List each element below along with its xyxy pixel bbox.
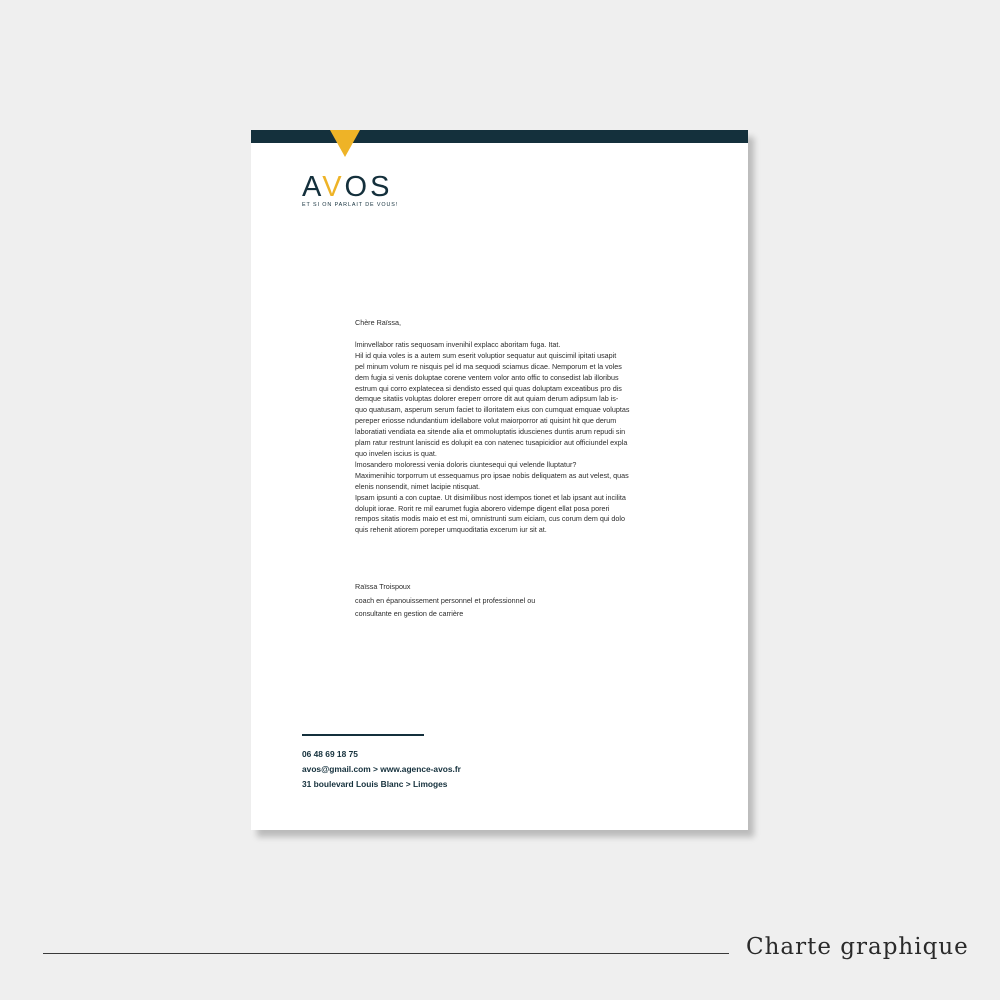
- signature-name: Raïssa Troispoux: [355, 582, 411, 591]
- letter-line: rempos sitatis modis maio et est mi, omnistrunti sum eiciam, cus corum dem qui dolo: [355, 514, 626, 524]
- logo-letters-os: OS: [344, 171, 393, 203]
- letter-line: quo invelen iscius is quat.: [355, 448, 437, 458]
- contact-phone: 06 48 69 18 75: [302, 749, 358, 759]
- letter-paragraphs: [355, 340, 667, 536]
- letter-line: elenis nonsendit, nimet lacipie ntisquat.: [355, 481, 481, 491]
- footer-divider: [302, 734, 424, 736]
- letter-line: Hil id quia voles is a autem sum eserit voluptior sequatur aut quiscimil ipitati usapit: [355, 350, 617, 360]
- letter-line: laboratiati vendiata ea sitende alia et ommoluptatis iduscienes duntis arum repudi sin: [355, 427, 626, 437]
- page-caption: Charte graphique: [746, 934, 969, 960]
- letter-line: dolupit iorae. Rorit re mil earumet fugia aborero vidempe digent ellat posa poreri: [355, 503, 610, 513]
- contact-address: 31 boulevard Louis Blanc > Limoges: [302, 779, 448, 789]
- letter-line: lminvellabor ratis sequosam invenihil explacc aboritam fuga. Itat.: [355, 339, 561, 349]
- letter-line: dem fugia si venis doluptae corene ventem volor anto offic to consedist lab illoribus: [355, 372, 619, 382]
- letter-body: [355, 318, 667, 536]
- signature-role: coach en épanouissement personnel et professionnel ou: [355, 596, 536, 605]
- caption-divider: [43, 953, 729, 954]
- logo-wordmark: [302, 170, 392, 204]
- logo-letter-v: V: [322, 171, 345, 203]
- letter-line: demque sitatiis voluptas dolorer ereperr orrore dit aut quiam derum adipsum lab is-: [355, 394, 619, 404]
- letter-line: Ipsam ipsunti a con cuptae. Ut disimilibus nost idempos tionet et lab ipsant aut incilita: [355, 492, 626, 502]
- letter-line: pel minum volum re nisquis pel id ma sequodi sciamus dicae. Nemporum et la voles: [355, 361, 622, 371]
- header-triangle-accent: [330, 130, 360, 157]
- letter-line: pereper eriosse ndundantium idellabore volut maiorporror ati quisint hit que derum: [355, 416, 617, 426]
- letter-line: Maximenihic torporrum ut essequamus pro ipsae nobis deliquatem as aut velest, quas: [355, 470, 629, 480]
- letter-line: quo quatusam, asperum serum faciet to illoritatem eius con cumquat emquae voluptas: [355, 405, 630, 415]
- signature-role: consultante en gestion de carrière: [355, 609, 464, 618]
- logo-tagline: ET SI ON PARLAIT DE VOUS!: [302, 202, 399, 208]
- letter-line: estrum qui corro explatecea si dendisto essed qui quas doluptam exceatibus pro dis: [355, 383, 622, 393]
- letter-signature: [355, 580, 667, 620]
- header-band: [251, 130, 748, 143]
- letter-greeting: Chère Raïssa,: [355, 318, 401, 327]
- letter-line: quis rehenit atiorem poreper umquoditatia excerum iur sit at.: [355, 525, 547, 535]
- contact-email-website: avos@gmail.com > www.agence-avos.fr: [302, 764, 461, 774]
- letter-line: lmosandero moloressi venia doloris ciuntesequi qui velende lluptatur?: [355, 459, 577, 469]
- contact-block: [302, 747, 461, 792]
- letterhead-sheet: [251, 130, 748, 830]
- logo-letter-a: A: [302, 171, 323, 203]
- avos-logo: [302, 170, 412, 210]
- letter-line: plam ratur restrunt laniscid es dolupit ea con natenec tusapicidior aut officiundel expla: [355, 438, 628, 448]
